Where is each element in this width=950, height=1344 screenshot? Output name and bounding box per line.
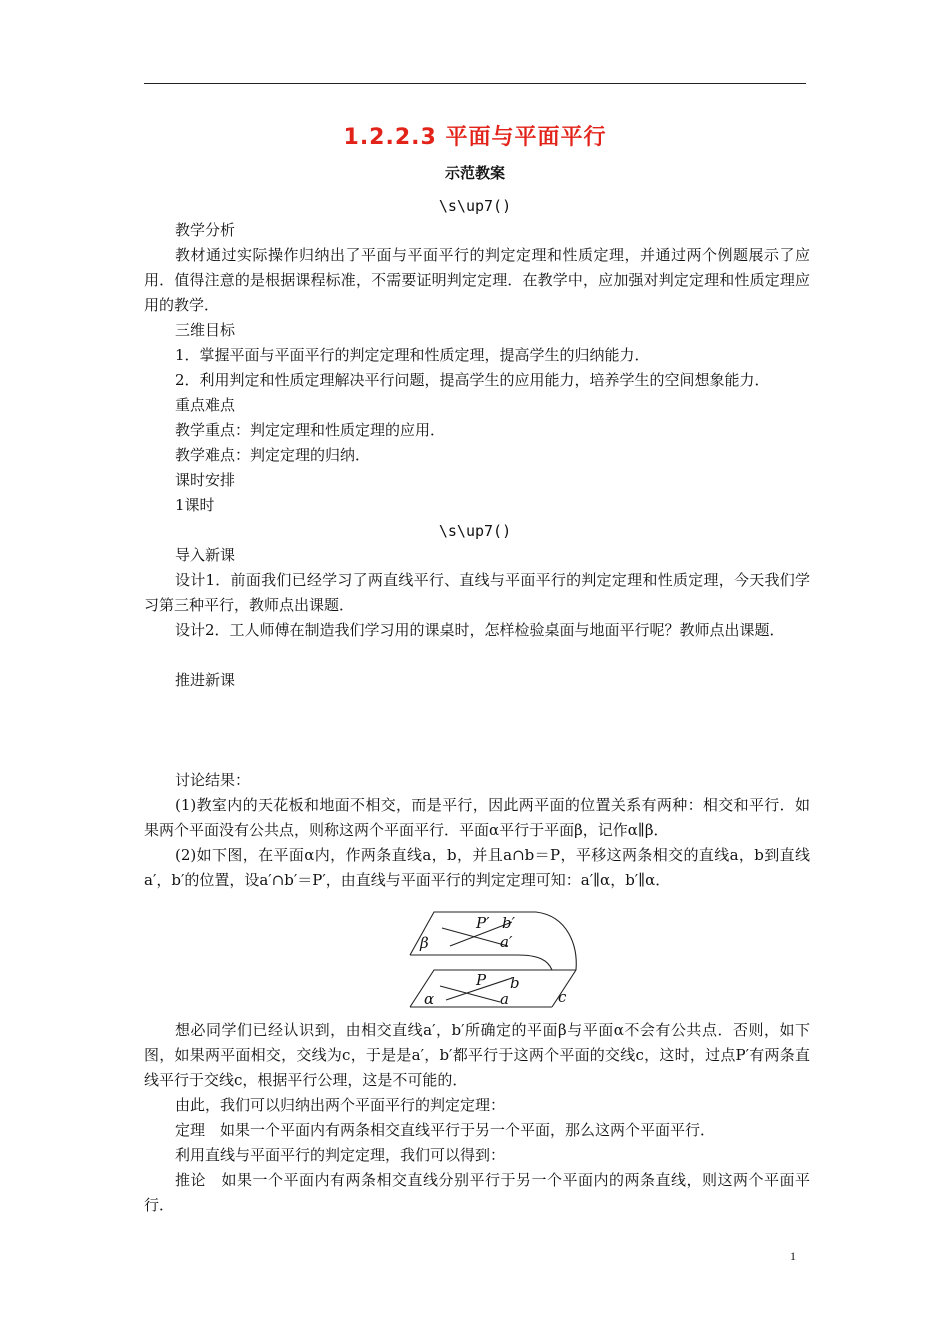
paragraph: 利用直线与平面平行的判定定理，我们可以得到： (175, 1146, 506, 1164)
paragraph: 设计2．工人师傅在制造我们学习用的课桌时，怎样检验桌面与地面平行呢？教师点出课题． (175, 621, 785, 639)
line-label-a: a (500, 990, 509, 1008)
section-heading: 讨论结果： (175, 771, 251, 789)
paragraph: 设计1．前面我们已经学习了两直线平行、直线与平面平行的判定定理和性质定理，今天我们学习第三种平行，教师点出课题． (144, 571, 810, 614)
paragraph: 1课时 (175, 496, 215, 514)
paragraph: 教材通过实际操作归纳出了平面与平面平行的判定定理和性质定理，并通过两个例题展示了应用．值得注意的是根据课程标准，不需要证明判定定理．在教学中，应加强对判定定理和性质定理应用的教学． (144, 246, 810, 314)
paragraph: 由此，我们可以归纳出两个平面平行的判定定理： (175, 1096, 506, 1114)
paragraph: (2)如下图，在平面α内，作两条直线a，b，并且a∩b＝P，平移这两条相交的直线a，b到直线a′，b′的位置，设a′∩b′＝P′，由直线与平面平行的判定定理可知：a′∥α，b′∥α． (144, 846, 810, 889)
corollary-statement: 推论 如果一个平面内有两条相交直线分别平行于另一个平面内的两条直线，则这两个平面平行． (144, 1171, 810, 1214)
field-code: \s\up7() (438, 522, 512, 540)
parallel-planes-figure (400, 908, 590, 1010)
page-number: 1 (790, 1249, 796, 1263)
list-item: 1．掌握平面与平面平行的判定定理和性质定理，提高学生的归纳能力． (175, 346, 650, 364)
paragraph: 想必同学们已经认识到，由相交直线a′，b′所确定的平面β与平面α不会有公共点．否则，如下图，如果两平面相交，交线为c，于是是a′，b′都平行于这两个平面的交线c，这时，过点P′有两条直线平行于交线c，根据平行公理，这是不可能的． (144, 1021, 810, 1089)
line-label-c: c (558, 988, 567, 1006)
line-label-b-prime: b′ (502, 914, 516, 932)
section-heading: 教学分析 (175, 221, 236, 239)
line-label-b: b (510, 974, 520, 992)
section-heading: 重点难点 (175, 396, 236, 414)
plane-label-alpha: α (424, 990, 435, 1008)
paragraph: 教学重点：判定定理和性质定理的应用． (175, 421, 446, 439)
point-label-p-prime: P′ (476, 914, 490, 932)
paragraph: 教学难点：判定定理的归纳． (175, 446, 371, 464)
section-heading: 导入新课 (175, 546, 236, 564)
page-title: 1.2.2.3 平面与平面平行 (343, 125, 607, 150)
header-rule (144, 83, 806, 84)
theorem-statement: 定理 如果一个平面内有两条相交直线平行于另一个平面，那么这两个平面平行． (175, 1121, 716, 1139)
section-heading: 三维目标 (175, 321, 236, 339)
page-subtitle: 示范教案 (444, 164, 505, 182)
line-label-a-prime: a′ (500, 933, 513, 951)
plane-label-beta: β (420, 934, 429, 952)
section-heading: 推进新课 (175, 671, 236, 689)
field-code: \s\up7() (438, 197, 512, 215)
list-item: 2．利用判定和性质定理解决平行问题，提高学生的应用能力，培养学生的空间想象能力． (175, 371, 770, 389)
paragraph: (1)教室内的天花板和地面不相交，而是平行，因此两平面的位置关系有两种：相交和平行．如果两个平面没有公共点，则称这两个平面平行．平面α平行于平面β，记作α∥β． (144, 796, 810, 839)
section-heading: 课时安排 (175, 471, 236, 489)
point-label-p: P (476, 971, 487, 989)
